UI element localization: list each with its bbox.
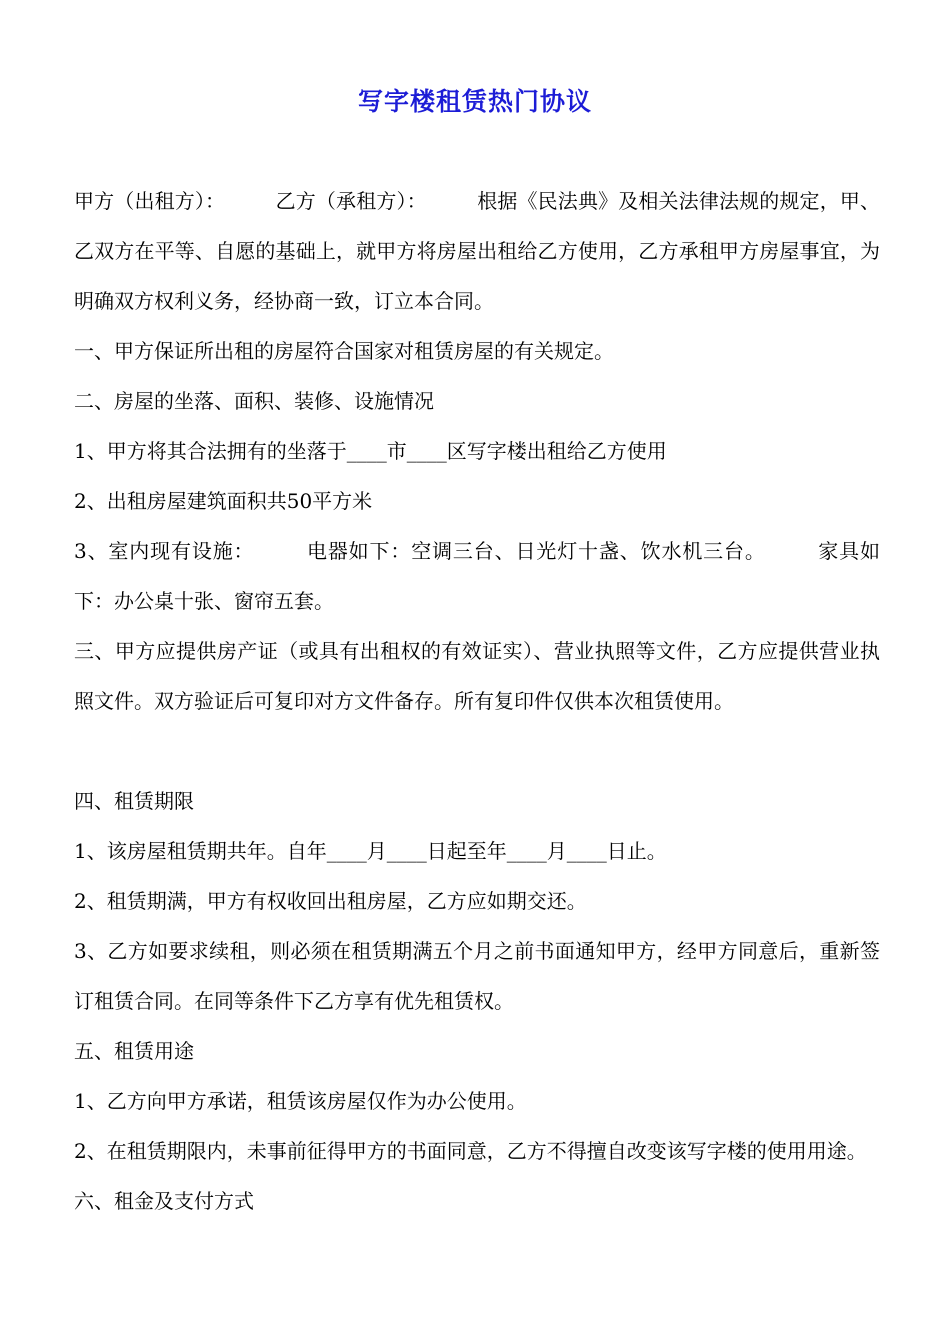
paragraph-clause-4-2: 2、租赁期满，甲方有权收回出租房屋，乙方应如期交还。 [74,889,587,913]
paragraph-preamble: 甲方（出租方）： 乙方（承租方）： 根据《民法典》及相关法律法规的规定，甲、乙双方在平等、自愿的基础上，就甲方将房屋出租给乙方使用，乙方承租甲方房屋事宜，为明确双方权利义务，经协商一致，订立本合同。 [74,189,880,313]
blank-line [74,726,880,776]
paragraph-clause-2-heading: 二、房屋的坐落、面积、装修、设施情况 [74,389,434,413]
paragraph-clause-3: 三、甲方应提供房产证（或具有出租权的有效证实）、营业执照等文件，乙方应提供营业执照文件。双方验证后可复印对方文件备存。所有复印件仅供本次租赁使用。 [74,639,880,713]
paragraph-clause-5-2: 2、在租赁期限内，未事前征得甲方的书面同意，乙方不得擅自改变该写字楼的使用用途。 [74,1139,867,1163]
paragraph-clause-4-1: 1、该房屋租赁期共年。自年____月____日起至年____月____日止。 [74,839,667,863]
paragraph-clause-4-heading: 四、租赁期限 [74,789,194,813]
paragraph-clause-6-heading: 六、租金及支付方式 [74,1189,254,1213]
document-body [74,176,880,1226]
paragraph-clause-5-heading: 五、租赁用途 [74,1039,194,1063]
paragraph-clause-4-3: 3、乙方如要求续租，则必须在租赁期满五个月之前书面通知甲方，经甲方同意后，重新签订租赁合同。在同等条件下乙方享有优先租赁权。 [74,939,880,1013]
paragraph-clause-1: 一、甲方保证所出租的房屋符合国家对租赁房屋的有关规定。 [74,339,614,363]
paragraph-clause-5-1: 1、乙方向甲方承诺，租赁该房屋仅作为办公使用。 [74,1089,527,1113]
document-title: 写字楼租赁热门协议 [357,87,592,116]
paragraph-clause-2-2: 2、出租房屋建筑面积共50平方米 [74,489,373,513]
paragraph-clause-2-3: 3、室内现有设施： 电器如下：空调三台、日光灯十盏、饮水机三台。 家具如下：办公桌十张、窗帘五套。 [74,539,880,613]
paragraph-clause-2-1: 1、甲方将其合法拥有的坐落于____市____区写字楼出租给乙方使用 [74,439,667,463]
